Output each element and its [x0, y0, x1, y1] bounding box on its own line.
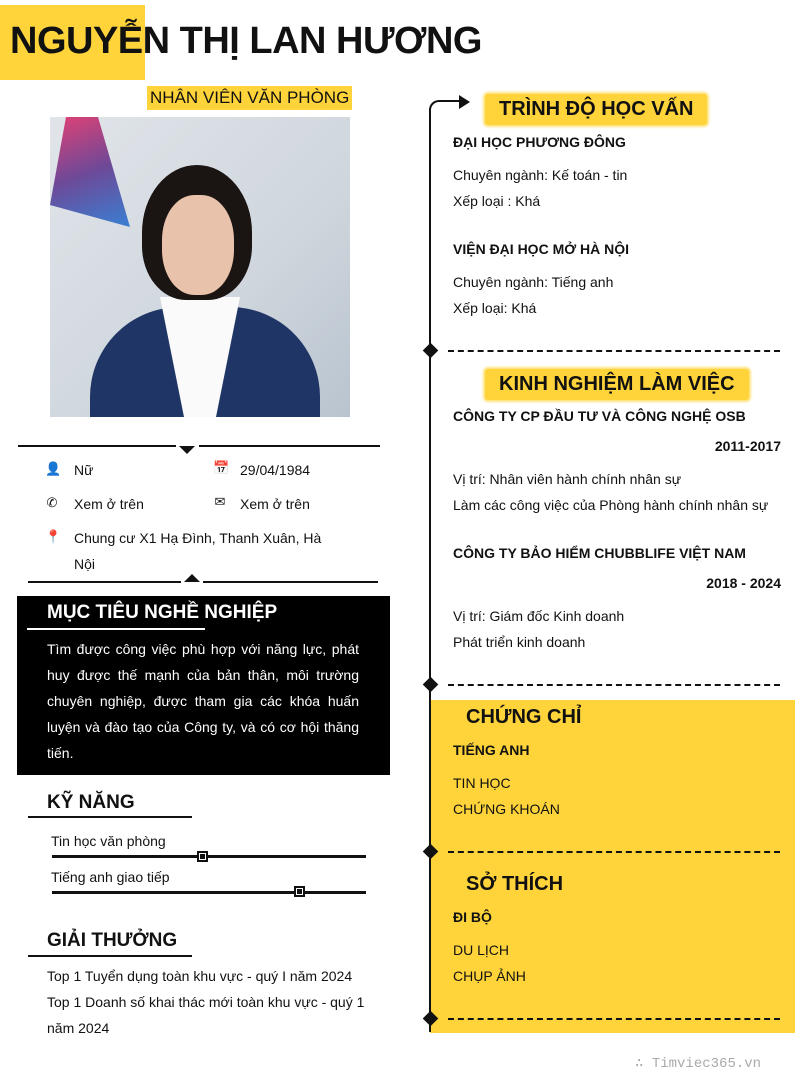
skill-level-marker [294, 886, 305, 897]
divider-arrow-icon [179, 446, 195, 454]
birthday: 29/04/1984 [240, 462, 311, 478]
company-name: CÔNG TY BẢO HIỂM CHUBBLIFE VIỆT NAM [453, 545, 746, 561]
company-name: CÔNG TY CP ĐẦU TƯ VÀ CÔNG NGHỆ OSB [453, 408, 746, 424]
divider [28, 581, 181, 583]
divider [203, 581, 378, 583]
career-objective-section [17, 596, 390, 775]
arrow-right-icon [459, 95, 470, 109]
phone: Xem ở trên [74, 496, 144, 512]
map-pin-icon: 📍 [45, 529, 62, 544]
timeline-curve [429, 100, 459, 120]
watermark: ∴ Timviec365.vn [635, 1056, 762, 1072]
work-period: 2018 - 2024 [706, 575, 781, 591]
section-title: MỤC TIÊU NGHỀ NGHIỆP [47, 602, 278, 623]
gender: Nữ [74, 462, 94, 478]
timeline-diamond-icon [423, 343, 439, 359]
title-underline [28, 955, 192, 957]
certificates-title: CHỨNG CHỈ [466, 706, 582, 728]
divider [18, 445, 176, 447]
experience-title: KINH NGHIỆM LÀM VIỆC [485, 369, 749, 400]
email: Xem ở trên [240, 496, 310, 512]
dashed-divider [448, 684, 780, 686]
profile-photo [50, 117, 350, 417]
timeline-line [429, 118, 431, 1032]
hobby-item: CHỤP ẢNH [453, 968, 526, 984]
award-item: Top 1 Doanh số khai thác mới toàn khu vực - quý 1 năm 2024 [47, 994, 365, 1036]
school-name: VIỆN ĐẠI HỌC MỞ HÀ NỘI [453, 241, 630, 257]
school-name: ĐẠI HỌC PHƯƠNG ĐÔNG [453, 134, 626, 150]
divider [199, 445, 380, 447]
address: Chung cư X1 Hạ Đình, Thanh Xuân, Hà Nội [74, 530, 322, 572]
job-description: Phát triển kinh doanh [453, 634, 586, 650]
dashed-divider [448, 350, 780, 352]
hobby-item: DU LỊCH [453, 942, 510, 958]
skill-bar [52, 855, 366, 858]
major: Chuyên ngành: Tiếng anh [453, 274, 614, 290]
hobby-item: ĐI BỘ [453, 909, 492, 925]
certificate-item: TIN HỌC [453, 775, 511, 791]
skill-name: Tiếng anh giao tiếp [51, 869, 170, 885]
dashed-divider [448, 851, 780, 853]
user-icon: 👤 [45, 461, 62, 476]
objective-text: Tìm được công việc phù hợp với năng lực, phát huy được thế mạnh của bản thân, môi trường chuyên nghiệp, được tham gia các khóa huấn luyện và đào tạo của Công ty, và có cơ hội thăng tiến. [47, 641, 359, 761]
job-description: Làm các công việc của Phòng hành chính nhân sự [453, 497, 769, 513]
email-icon: ✉ [214, 494, 226, 509]
certificate-item: TIẾNG ANH [453, 742, 530, 758]
education-title: TRÌNH ĐỘ HỌC VẤN [485, 94, 707, 125]
position: Vị trí: Giám đốc Kinh doanh [453, 608, 625, 624]
job-title: NHÂN VIÊN VĂN PHÒNG [147, 86, 352, 110]
grade: Xếp loại : Khá [453, 193, 541, 209]
major: Chuyên ngành: Kế toán - tin [453, 167, 628, 183]
award-item: Top 1 Tuyển dụng toàn khu vực - quý I năm 2024 [47, 968, 353, 984]
title-underline [28, 816, 192, 818]
skill-bar [52, 891, 366, 894]
certificate-item: CHỨNG KHOÁN [453, 801, 560, 817]
skill-name: Tin học văn phòng [51, 833, 166, 849]
calendar-icon: 📅 [213, 460, 230, 475]
skill-level-marker [197, 851, 208, 862]
dashed-divider [448, 1018, 780, 1020]
work-period: 2011-2017 [714, 438, 781, 454]
awards-title: GIẢI THƯỞNG [47, 930, 178, 951]
candidate-name: NGUYỄN THỊ LAN HƯƠNG [10, 20, 482, 62]
grade: Xếp loại: Khá [453, 300, 537, 316]
hobbies-title: SỞ THÍCH [466, 873, 564, 895]
skills-title: KỸ NĂNG [47, 792, 135, 813]
title-underline [27, 628, 205, 630]
position: Vị trí: Nhân viên hành chính nhân sự [453, 471, 682, 487]
phone-icon: ✆ [46, 495, 58, 510]
timeline-diamond-icon [423, 677, 439, 693]
divider-arrow-icon [184, 574, 200, 582]
